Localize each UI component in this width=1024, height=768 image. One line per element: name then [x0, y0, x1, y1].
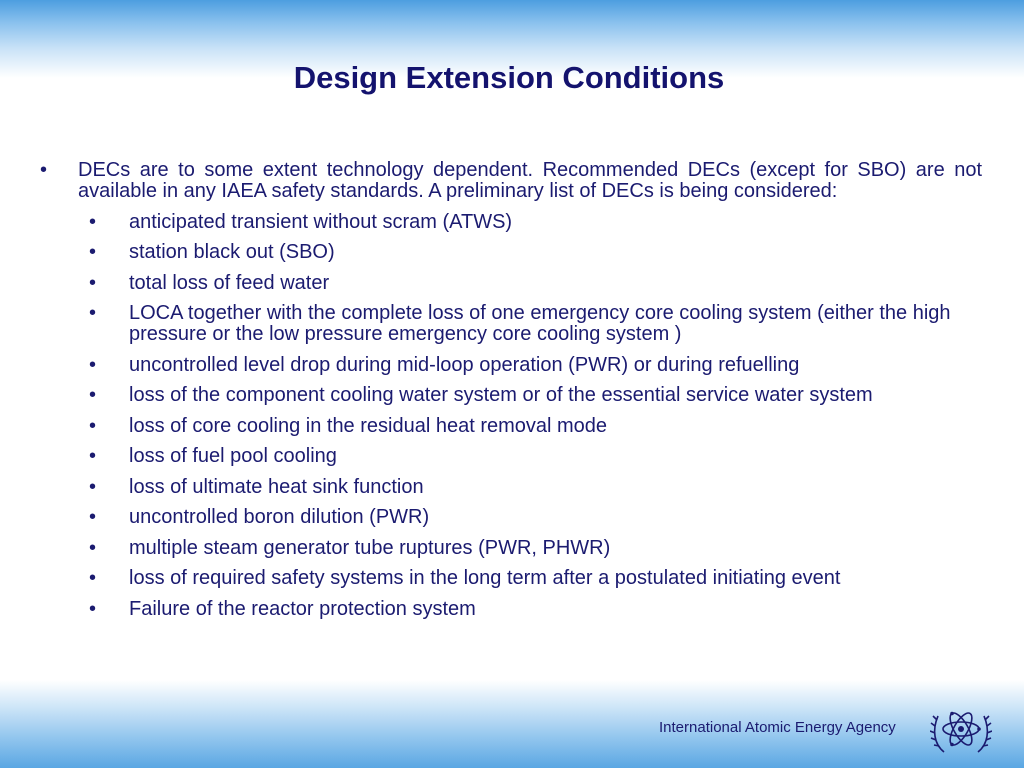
dec-list-item [0, 355, 982, 376]
bullet-marker: • [89, 567, 97, 589]
bullet-marker: • [89, 302, 97, 324]
bullet-marker: • [89, 597, 97, 620]
dec-list-item [0, 273, 982, 294]
dec-list-item-text: loss of required safety systems in the long term after a postulated initiating event [129, 567, 841, 589]
dec-list-item-text: LOCA together with the complete loss of one emergency core cooling system (either the high pressure or the low pressure emergency core cooling system ) [129, 302, 951, 345]
dec-list-item-text: station black out (SBO) [129, 241, 335, 263]
dec-list-item [0, 599, 982, 620]
dec-list-item-text: loss of fuel pool cooling [129, 445, 337, 467]
dec-list-item-text: loss of core cooling in the residual heat removal mode [129, 414, 608, 437]
bullet-marker: • [40, 159, 48, 181]
bullet-marker: • [89, 210, 97, 233]
dec-list-item [0, 385, 982, 406]
dec-list-item [0, 568, 982, 589]
bullet-marker: • [89, 241, 97, 263]
dec-list-item-text: total loss of feed water [129, 271, 330, 294]
dec-list-item-text: loss of the component cooling water system or of the essential service water system [129, 384, 873, 406]
bullet-marker: • [89, 536, 97, 559]
dec-list-item-text: anticipated transient without scram (ATWS) [129, 210, 513, 233]
slide-content [0, 160, 1024, 620]
dec-list-item [0, 416, 982, 437]
dec-list-item-text: Failure of the reactor protection system [129, 597, 476, 620]
dec-list-item [0, 477, 982, 498]
dec-list-item [0, 303, 982, 345]
dec-list-item [0, 538, 982, 559]
bullet-marker: • [89, 353, 97, 376]
dec-list-item-text: loss of ultimate heat sink function [129, 475, 424, 498]
dec-list-item [0, 212, 982, 233]
slide-title: Design Extension Conditions [293, 60, 725, 95]
dec-list-item [0, 507, 982, 528]
bullet-marker: • [89, 445, 97, 467]
bullet-marker: • [89, 506, 97, 528]
bullet-marker: • [89, 384, 97, 406]
main-bullet [0, 160, 982, 202]
dec-list [0, 212, 1024, 620]
dec-list-item-text: uncontrolled level drop during mid-loop operation (PWR) or during refuelling [129, 353, 800, 376]
bullet-marker: • [89, 475, 97, 498]
dec-list-item-text: multiple steam generator tube ruptures (PWR, PHWR) [129, 536, 611, 559]
main-bullet-text: DECs are to some extent technology dependent. Recommended DECs (except for SBO) are not available in any IAEA safety standards. A preliminary list of DECs is being considered: [78, 159, 982, 202]
iaea-atom-logo-icon [930, 700, 992, 758]
bullet-marker: • [89, 414, 97, 437]
bullet-marker: • [89, 271, 97, 294]
dec-list-item-text: uncontrolled boron dilution (PWR) [129, 506, 430, 528]
footer-organization-name: International Atomic Energy Agency [659, 719, 896, 736]
dec-list-item [0, 242, 982, 263]
dec-list-item [0, 446, 982, 467]
